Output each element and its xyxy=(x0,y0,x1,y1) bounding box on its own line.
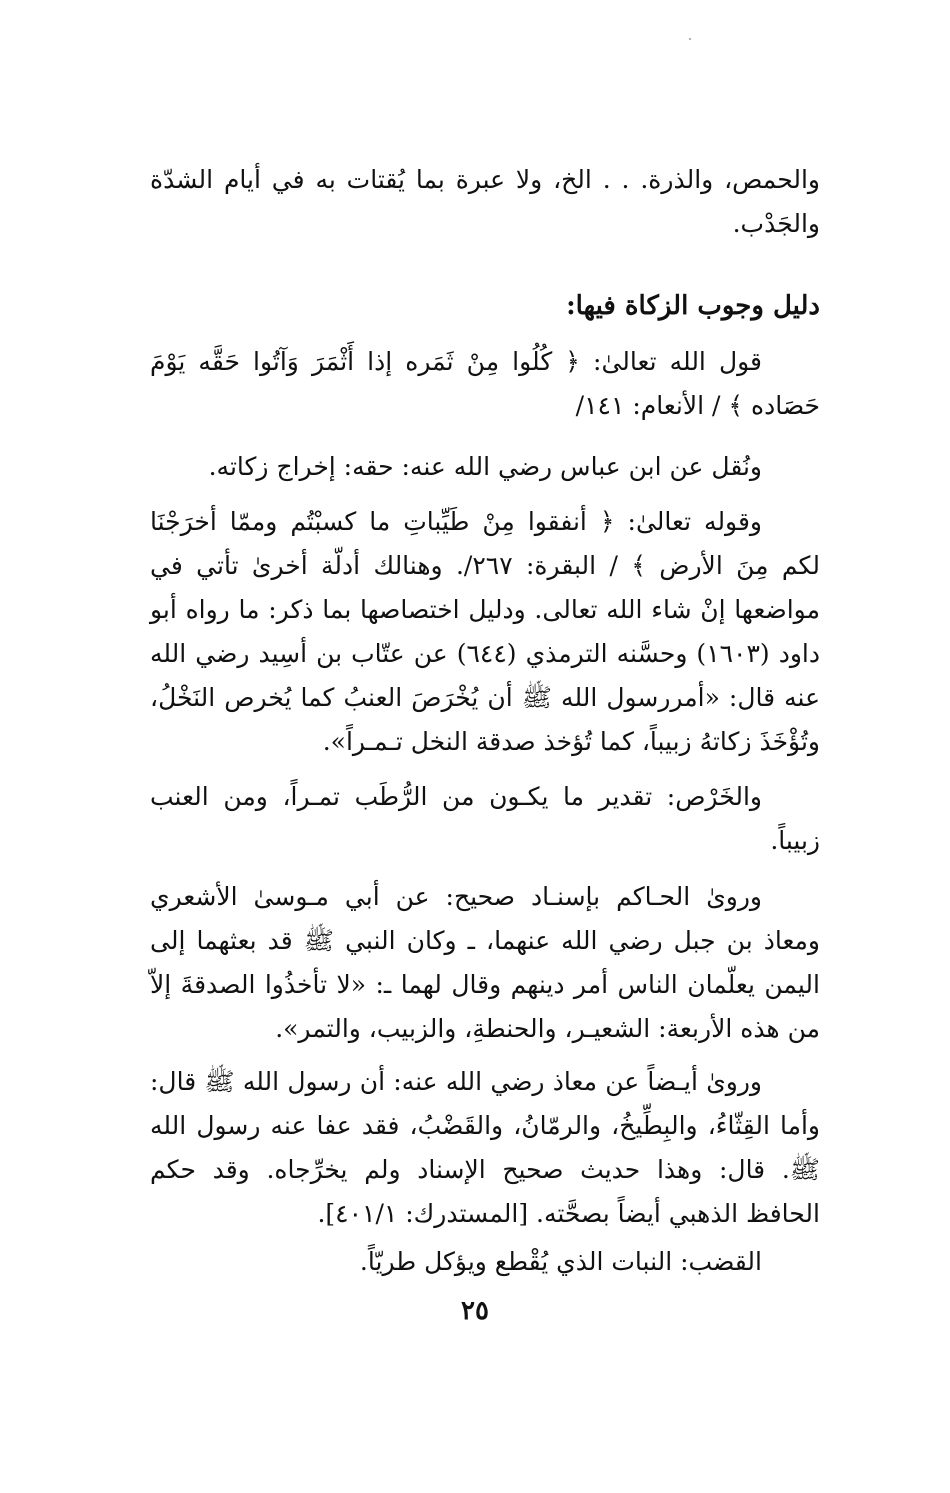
paragraph-quran-baqara: وقوله تعالىٰ: ﴿ أنفقوا مِنْ طَيِّباتِ ما كسبْتُم وممّا أخرَجْنَا لكم مِنَ الأرض ﴾ / البقرة: ٢٦٧/. وهنالك أدلّة أخرىٰ تأتي في مواضعها إنْ شاء الله تعالى. ودليل اختصاصها بما ذكر: ما رواه أبو داود (١٦٠٣) وحسَّنه الترمذي (٦٤٤) عن عتّاب بن أسِيد رضي الله عنه قال: «أمررسول الله ﷺ أن يُخْرَصَ العنبُ كما يُخرص النَخْلُ، وتُؤْخَذَ زكاتهُ زبيباً، كما تُؤخذ صدقة النخل تـمـراً». xyxy=(150,507,821,756)
paragraph-continuation: والحمص، والذرة. . . الخ، ولا عبرة بما يُقتات به في أيام الشدّة والجَدْب. xyxy=(150,165,820,238)
paragraph-kharş-definition: والخَرْص: تقدير ما يكـون من الرُّطَب تمـراً، ومن العنب زبيباً. xyxy=(150,782,820,855)
paragraph-muadh-narration: ورویٰ أيـضاً عن معاذ رضي الله عنه: أن رسول الله ﷺ قال: وأما القِثّاءُ، والبِطِّيخُ، والرمّانُ، والقَضْبُ، فقد عفا عنه رسول الله ﷺ. قال: وهذا حديث صحيح الإسناد ولم يخرِّجاه. وقد حكم الحافظ الذهبي أيضاً بصحَّته. [المستدرك: ٤٠١/١]. xyxy=(150,1067,820,1228)
paragraph-quran-anam: قول الله تعالىٰ: ﴿ كُلُوا مِنْ ثَمَره إذا أَثْمَرَ وَآتُوا حَقَّه يَوْمَ حَصَاده ﴾ / الأنعام: ١٤١/ xyxy=(150,347,820,420)
paragraph-ibn-abbas: ونُقل عن ابن عباس رضي الله عنه: حقه: إخراج زكاته. xyxy=(208,452,762,481)
scan-mark xyxy=(689,38,691,40)
paragraph-hakim-narration: وروىٰ الحـاكم بإسنـاد صحيح: عن أبي مـوسىٰ الأشعري ومعاذ بن جبل رضي الله عنهما، ـ وكان النبي ﷺ قد بعثهما إلى اليمن يعلّمان الناس أمر دينهم وقال لهما ـ: «لا تأخذُوا الصدقةَ إلاّ من هذه الأربعة: الشعيـر، والحنطةِ، والزبيب، والتمر». xyxy=(150,882,820,1043)
page-number: ٢٥ xyxy=(461,1296,489,1326)
section-heading: دليل وجوب الزكاة فيها: xyxy=(566,291,820,321)
paragraph-qadb-definition: القضب: النبات الذي يُقْطع ويؤكل طريّاً. xyxy=(359,1247,762,1276)
